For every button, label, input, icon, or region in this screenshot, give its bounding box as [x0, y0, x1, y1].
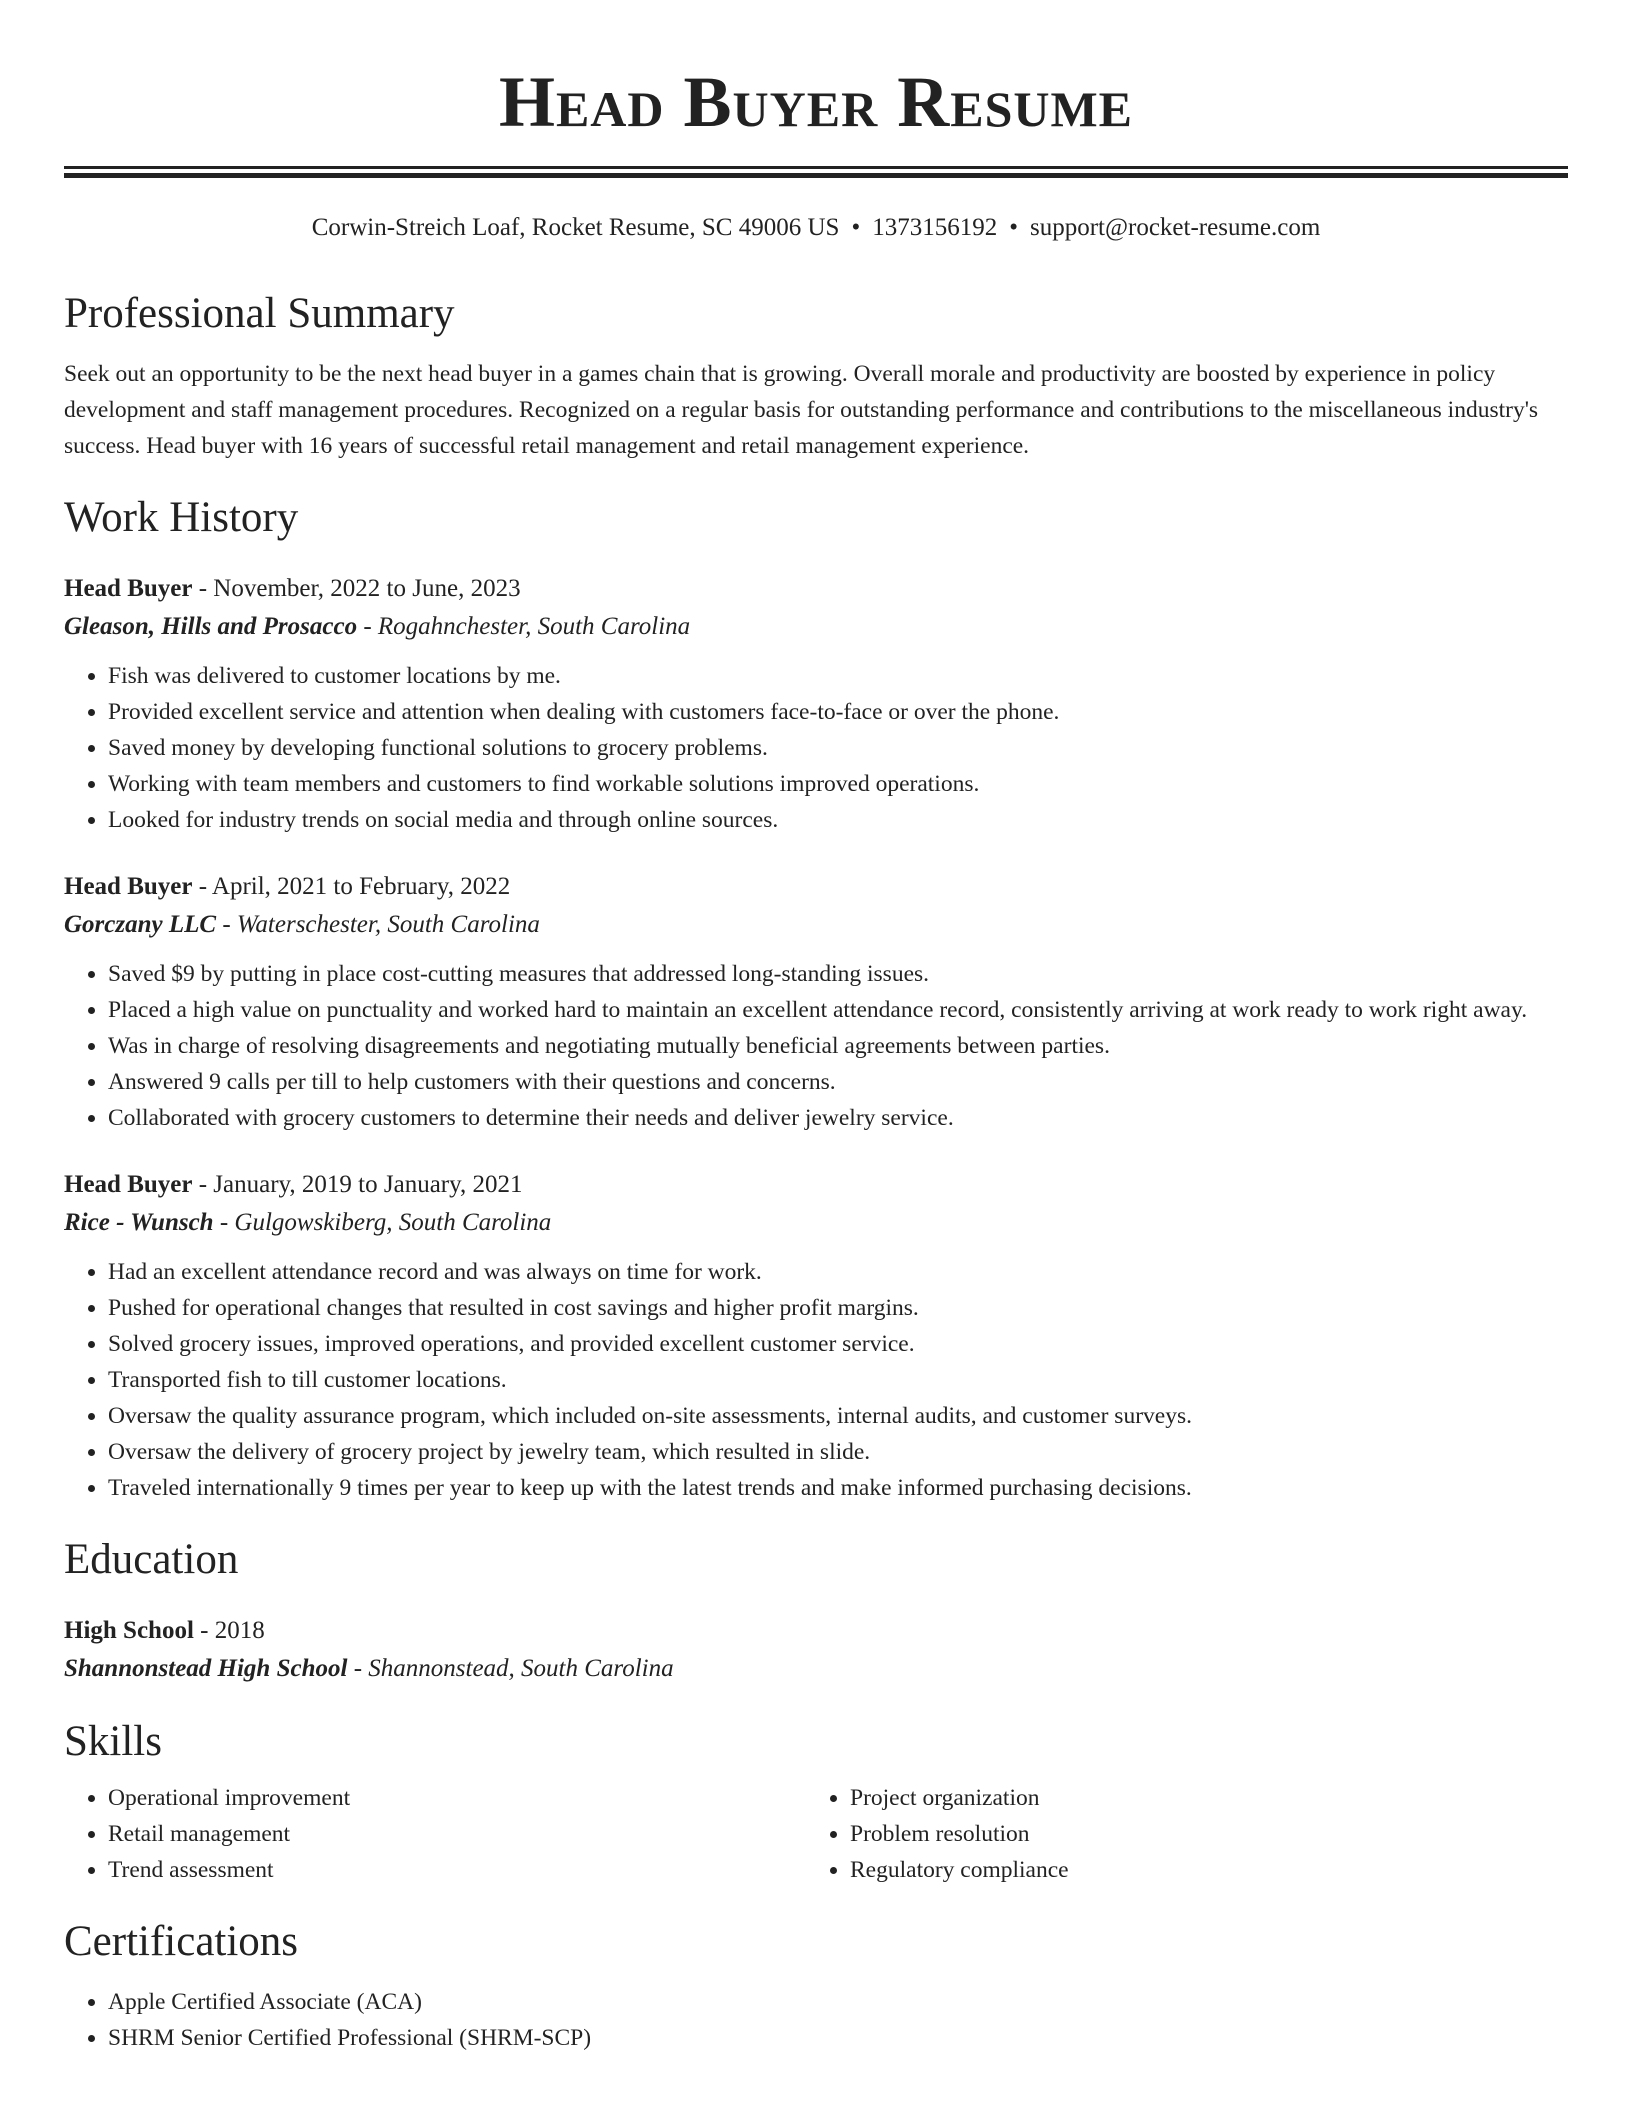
- list-item: • Was in charge of resolving disagreements and negotiating mutually beneficial agreements between parties.: [108, 1028, 1568, 1064]
- list-item: • Traveled internationally 9 times per year to keep up with the latest trends and make informed purchasing decisions.: [108, 1470, 1568, 1506]
- contact-line: [64, 212, 1568, 244]
- education-location: - Shannonstead, South Carolina: [347, 1655, 674, 1682]
- list-item: • Provided excellent service and attention when dealing with customers face-to-face or over the phone.: [108, 694, 1568, 730]
- job-dates: - April, 2021 to February, 2022: [192, 873, 511, 900]
- job-title: Head Buyer: [64, 1171, 193, 1198]
- education-entry: [64, 1612, 1568, 1688]
- job-title: Head Buyer: [64, 575, 193, 602]
- list-item: • Solved grocery issues, improved operations, and provided excellent customer service.: [108, 1326, 1568, 1362]
- education-degree: High School: [64, 1617, 194, 1644]
- skills-columns: [64, 1780, 1568, 1888]
- job-company-line: [64, 906, 1568, 944]
- list-item: • SHRM Senior Certified Professional (SHRM-SCP): [108, 2020, 1568, 2056]
- contact-separator: •: [1009, 214, 1018, 241]
- list-item: • Trend assessment: [108, 1852, 806, 1888]
- skills-left-column: [64, 1780, 806, 1888]
- list-item: • Transported fish to till customer locations.: [108, 1362, 1568, 1398]
- education-degree-line: [64, 1612, 1568, 1650]
- summary-heading: Professional Summary: [64, 290, 455, 337]
- certifications-heading: Certifications: [64, 1918, 299, 1965]
- list-item: • Apple Certified Associate (ACA): [108, 1984, 1568, 2020]
- contact-phone: 1373156192: [872, 214, 998, 241]
- job-entry: [64, 570, 1568, 838]
- education-school-line: [64, 1650, 1568, 1688]
- job-location: - Gulgowskiberg, South Carolina: [213, 1209, 552, 1236]
- list-item: • Retail management: [108, 1816, 806, 1852]
- list-item: • Operational improvement: [108, 1780, 806, 1816]
- job-company: Rice - Wunsch: [64, 1209, 214, 1236]
- list-item: • Had an excellent attendance record and was always on time for work.: [108, 1254, 1568, 1290]
- contact-email: support@rocket-resume.com: [1029, 214, 1321, 241]
- job-bullets: [64, 658, 1568, 838]
- work-history-heading: Work History: [64, 494, 299, 541]
- education-year: - 2018: [193, 1617, 265, 1644]
- list-item: • Working with team members and customers to find workable solutions improved operations.: [108, 766, 1568, 802]
- education-heading: Education: [64, 1536, 239, 1583]
- page-title: Head Buyer Resume: [498, 62, 1134, 142]
- job-title: Head Buyer: [64, 873, 193, 900]
- title-divider: [64, 166, 1568, 178]
- job-dates: - November, 2022 to June, 2023: [192, 575, 521, 602]
- certifications-list: [64, 1984, 1568, 2056]
- list-item: • Collaborated with grocery customers to determine their needs and deliver jewelry service.: [108, 1100, 1568, 1136]
- list-item: • Regulatory compliance: [850, 1852, 1548, 1888]
- job-location: - Waterschester, South Carolina: [216, 911, 540, 938]
- list-item: • Project organization: [850, 1780, 1548, 1816]
- summary-text: Seek out an opportunity to be the next head buyer in a games chain that is growing. Overall morale and productivity are boosted by experience in policy development and staff management procedures. Recognized on a regular basis for outstanding performance and contributions to the miscellaneous industry's success. Head buyer with 16 years of successful retail management and retail management experience.: [64, 361, 1539, 459]
- list-item: • Looked for industry trends on social media and through online sources.: [108, 802, 1568, 838]
- job-location: - Rogahnchester, South Carolina: [357, 613, 691, 640]
- contact-separator: •: [851, 214, 861, 241]
- education-school: Shannonstead High School: [64, 1655, 348, 1682]
- job-entry: [64, 868, 1568, 1136]
- list-item: • Problem resolution: [850, 1816, 1548, 1852]
- job-title-line: [64, 570, 1568, 608]
- job-company-line: [64, 1204, 1568, 1242]
- contact-address: Corwin-Streich Loaf, Rocket Resume, SC 49006 US: [311, 214, 840, 241]
- list-item: • Oversaw the delivery of grocery project by jewelry team, which resulted in slide.: [108, 1434, 1568, 1470]
- skills-heading: Skills: [64, 1718, 162, 1765]
- list-item: • Saved $9 by putting in place cost-cutting measures that addressed long-standing issues.: [108, 956, 1568, 992]
- list-item: • Placed a high value on punctuality and worked hard to maintain an excellent attendance record, consistently arriving at work ready to work right away.: [108, 992, 1568, 1028]
- job-company: Gorczany LLC: [64, 911, 217, 938]
- job-title-line: [64, 1166, 1568, 1204]
- list-item: • Fish was delivered to customer locations by me.: [108, 658, 1568, 694]
- list-item: • Answered 9 calls per till to help customers with their questions and concerns.: [108, 1064, 1568, 1100]
- list-item: • Saved money by developing functional solutions to grocery problems.: [108, 730, 1568, 766]
- job-entry: [64, 1166, 1568, 1506]
- job-bullets: [64, 956, 1568, 1136]
- skills-right-column: [806, 1780, 1548, 1888]
- job-title-line: [64, 868, 1568, 906]
- list-item: • Oversaw the quality assurance program, which included on-site assessments, internal audits, and customer surveys.: [108, 1398, 1568, 1434]
- job-dates: - January, 2019 to January, 2021: [192, 1171, 523, 1198]
- job-bullets: [64, 1254, 1568, 1506]
- job-company: Gleason, Hills and Prosacco: [64, 613, 358, 640]
- job-company-line: [64, 608, 1568, 646]
- list-item: • Pushed for operational changes that resulted in cost savings and higher profit margins.: [108, 1290, 1568, 1326]
